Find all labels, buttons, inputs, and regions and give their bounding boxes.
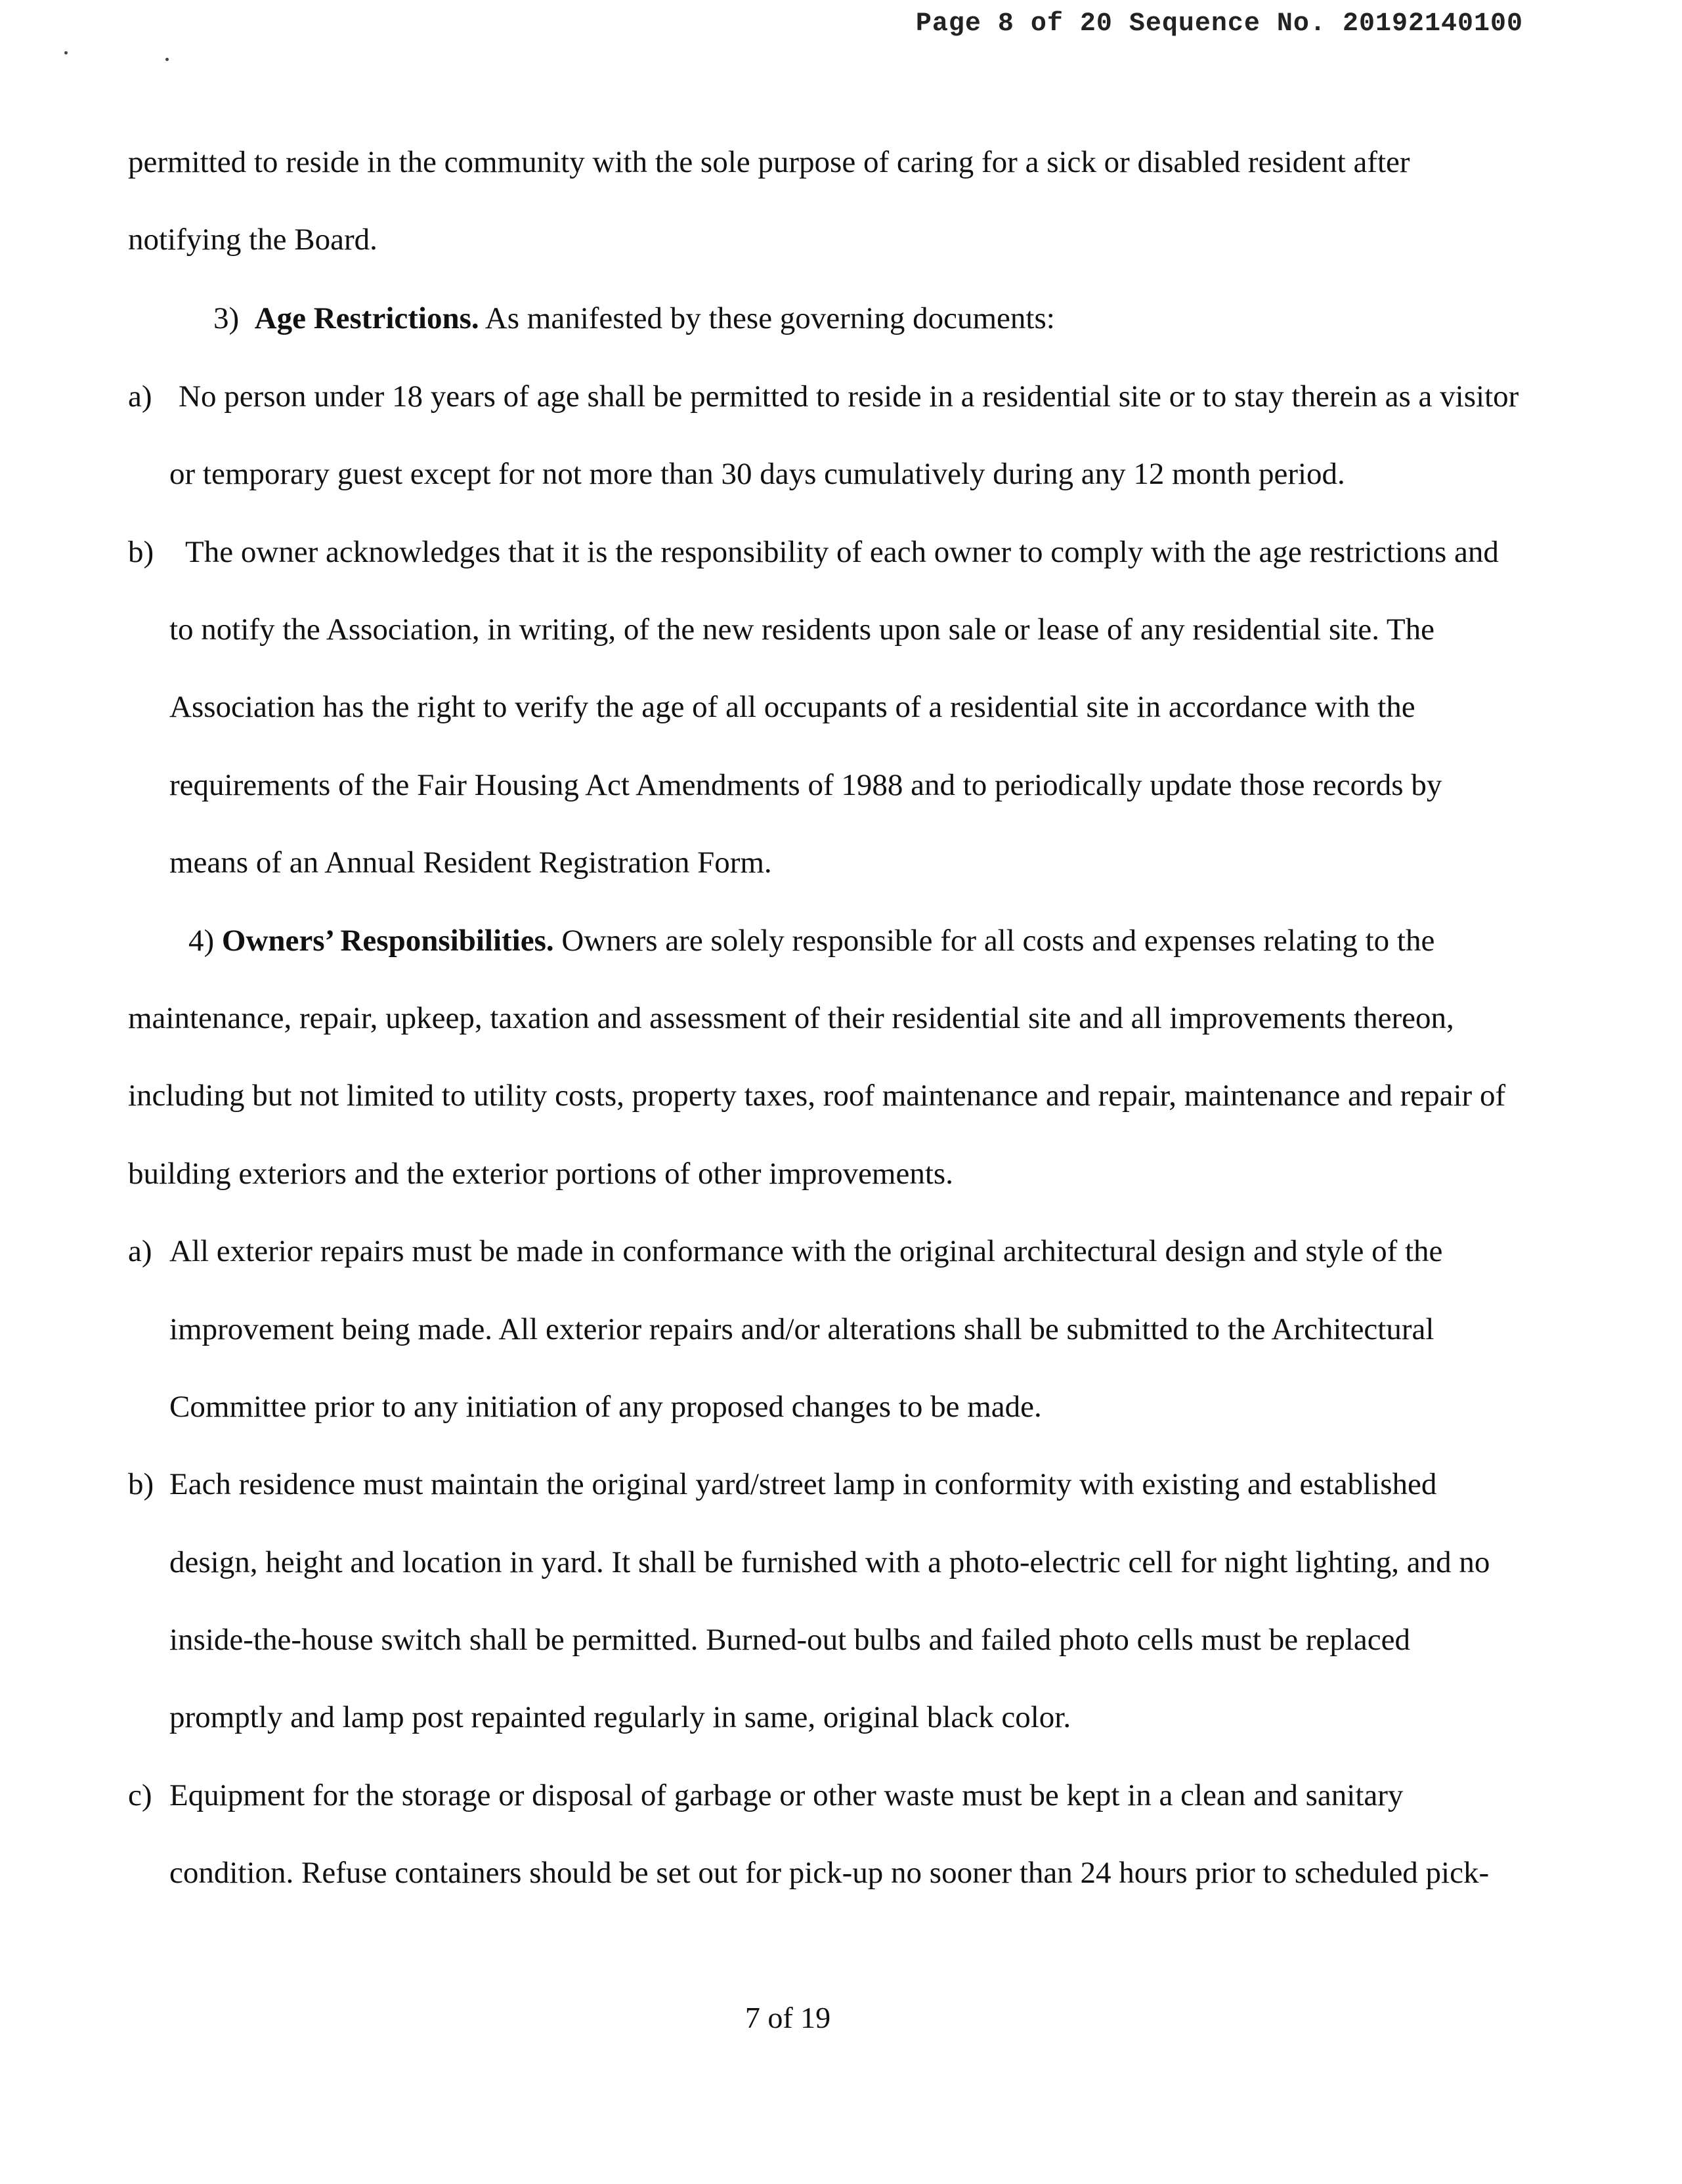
body-line: permitted to reside in the community with the sole purpose of caring for a sick or disabled resident after — [128, 145, 1410, 179]
section-3-heading-line — [213, 299, 1055, 337]
list-item-line: improvement being made. All exterior repairs and/or alterations shall be submitted to the Architectural — [169, 1312, 1434, 1346]
list-marker: c) — [128, 1778, 152, 1812]
list-item-line: inside-the-house switch shall be permitted. Burned-out bulbs and failed photo cells must be replaced — [169, 1623, 1410, 1657]
list-marker: b) — [128, 1467, 154, 1501]
section-number: 4) — [188, 924, 215, 958]
body-line: building exteriors and the exterior portions of other improvements. — [128, 1157, 953, 1191]
body-line: including but not limited to utility costs, property taxes, roof maintenance and repair, maintenance and repair of — [128, 1079, 1506, 1113]
list-item-line: condition. Refuse containers should be set out for pick-up no sooner than 24 hours prior to scheduled pick- — [169, 1856, 1490, 1890]
list-item-line: design, height and location in yard. It shall be furnished with a photo-electric cell for night lighting, and no — [169, 1545, 1490, 1579]
list-item-line: Each residence must maintain the original yard/street lamp in conformity with existing and established — [169, 1467, 1437, 1501]
body-line: maintenance, repair, upkeep, taxation and assessment of their residential site and all improvements thereon, — [128, 1001, 1454, 1035]
list-item-line: Equipment for the storage or disposal of garbage or other waste must be kept in a clean and sanitary — [169, 1778, 1404, 1812]
list-marker: a) — [128, 379, 152, 414]
list-item-line: No person under 18 years of age shall be permitted to reside in a residential site or to stay therein as a visitor — [179, 379, 1519, 414]
section-number: 3) — [213, 301, 240, 335]
list-marker: b) — [128, 535, 154, 569]
body-line: notifying the Board. — [128, 223, 377, 257]
section-intro: As manifested by these governing documents: — [485, 301, 1055, 335]
list-item-line: Association has the right to verify the age of all occupants of a residential site in accordance with the — [169, 690, 1415, 724]
section-heading: Owners’ Responsibilities. — [221, 924, 554, 958]
list-item-line: requirements of the Fair Housing Act Amendments of 1988 and to periodically update those records by — [169, 768, 1442, 802]
list-marker: a) — [128, 1234, 152, 1268]
list-item-line: or temporary guest except for not more than 30 days cumulatively during any 12 month period. — [169, 457, 1345, 491]
list-item-line: The owner acknowledges that it is the responsibility of each owner to comply with the age restrictions and — [185, 535, 1499, 569]
scan-speck — [64, 51, 68, 54]
section-4-heading-line — [188, 922, 1434, 960]
section-intro: Owners are solely responsible for all costs and expenses relating to the — [561, 924, 1435, 958]
scan-speck — [165, 58, 169, 61]
list-item-line: Committee prior to any initiation of any proposed changes to be made. — [169, 1390, 1042, 1424]
list-item-line: promptly and lamp post repainted regularly in same, original black color. — [169, 1700, 1071, 1734]
list-item-line: means of an Annual Resident Registration Form. — [169, 846, 772, 880]
section-heading: Age Restrictions. — [254, 301, 479, 335]
list-item-line: to notify the Association, in writing, of the new residents upon sale or lease of any residential site. The — [169, 612, 1434, 647]
page-sequence-stamp: Page 8 of 20 Sequence No. 20192140100 — [915, 9, 1523, 39]
list-item-line: All exterior repairs must be made in conformance with the original architectural design and style of the — [169, 1234, 1443, 1268]
page-number-footer: 7 of 19 — [744, 2001, 831, 2034]
